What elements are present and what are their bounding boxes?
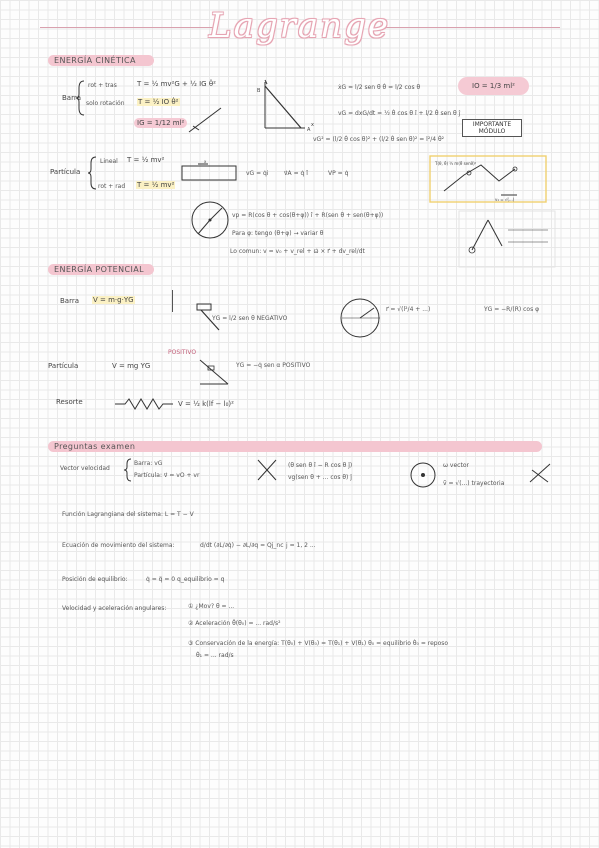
vg-y-eq: vG = dxG/dt = ½ θ̇ cos θ î + l/2 θ̇ sen θ ĵ: [338, 110, 461, 117]
pot-barra-right-eq: r⃗ = √(l²/4 + ...): [386, 306, 431, 313]
vg-x-eq: ẋG = l/2 sen θ θ̇ = l/2 cos θ: [338, 84, 421, 91]
composed-velocity-eq: vp = R(cos θ + cos(θ+φ)) î + R(sen θ + sen(θ+φ)): [232, 212, 384, 219]
va-eq: v⃗A = q̇ î: [284, 170, 308, 177]
rot-rad-eq: T = ½ mv²: [137, 181, 175, 189]
vp-eq: VP = q̇: [328, 170, 349, 177]
barra-brace: [76, 80, 86, 116]
vector-barra-v: Barra: vG: [134, 460, 163, 467]
omega-vector-label: ω vector: [443, 462, 469, 469]
equilibrio-eq: q̇ = q̈ = 0 q_equilibrio = q: [146, 576, 225, 583]
trayectoria-label: ṽ = √(...) trayectoria: [443, 480, 505, 487]
resorte-label: Resorte: [56, 398, 83, 406]
vector-velocidad-label: Vector velocidad: [60, 465, 110, 472]
rotating-fig-label-1: T(θ, θ̇) ½ m(θ̇ senθ)²: [435, 161, 477, 166]
svg-text:A: A: [307, 127, 311, 133]
resorte-eq: V = ½ k(lf − l₀)²: [178, 400, 234, 408]
page-title: Lagrange: [209, 6, 390, 46]
double-pendulum-figure: [458, 210, 556, 268]
pot-circle-figure: [338, 296, 384, 340]
vector-rotacion-note: (θ sen θ î − R cos θ ĵ): [288, 462, 353, 469]
pot-barra-eq: V = m·g·YG: [93, 296, 134, 304]
barra-rot-tras-eq: T = ½ mv²G + ½ IG θ̇²: [137, 80, 216, 88]
cinematica-note: Para φ: tengo (θ+φ) → variar θ: [232, 230, 324, 237]
pot-barra-divider: [172, 290, 173, 312]
angular-step-3: ③ Conservación de la energía: T(θ₀) + V(θ₀) = T(θ₁) + V(θ₁) θ₀ = equilibrio θ̇₀ = reposo: [188, 640, 449, 647]
particula-brace: [88, 156, 98, 190]
vector-dir-note: vg(sen θ + ... cos θ) ĵ: [288, 474, 352, 481]
svg-text:x: x: [311, 122, 314, 128]
svg-text:x: x: [204, 160, 207, 164]
pot-particula-sign: POSITIVO: [168, 349, 197, 356]
pot-particula-label: Partícula: [48, 362, 79, 370]
barra-ig-bubble: IG = 1/12 ml²: [134, 118, 187, 128]
pot-particula-eq: V = mg YG: [112, 362, 151, 370]
importante-text: IMPORTANTE MÓDULO: [472, 121, 512, 135]
pot-barra-label: Barra: [60, 297, 80, 305]
triangle-figure: [255, 76, 321, 136]
rotating-system-figure: [429, 155, 547, 203]
circle-pendulum-figure: [188, 198, 232, 244]
vg-sq-eq: vG² = (l/2 θ̇ cos θ)² + (l/2 θ̇ sen θ)² = l²/4 θ̇²: [313, 136, 445, 143]
lineal-label: Lineal: [100, 158, 118, 165]
angular-label: Velocidad y aceleración angulares:: [62, 605, 167, 612]
barra-solo-rot-eq: T = ½ IO θ̇²: [138, 98, 179, 106]
rot-rad-label: rot + rad: [98, 183, 126, 190]
section-questions-header: Preguntas examen: [48, 441, 542, 452]
vg-eq: vG = q̇i: [246, 170, 269, 177]
vector-velocidad-brace: [124, 458, 132, 482]
omega-vector-figure: [408, 460, 438, 490]
angular-step-2: ② Aceleración θ̈(θ₀) = ... rad/s²: [188, 620, 281, 627]
equilibrio-label: Posición de equilibrio:: [62, 576, 128, 583]
otra-forma-eq: Lo comun: v = v₀ + v_rel + ω⃗ × r⃗ + dv_rel/dt: [230, 248, 365, 255]
spring-icon: [115, 398, 173, 410]
rotating-fig-label-2: v₁ = √(...): [495, 197, 515, 202]
pot-particula-yg: YG = −q̇ sen α POSITIVO: [236, 362, 311, 369]
trayectoria-arrow-icon: [528, 462, 552, 484]
lineal-eq: T = ½ mv²: [127, 156, 165, 164]
movimiento-label: Ecuación de movimiento del sistema:: [62, 542, 175, 549]
barra-rot-tras-label: rot + tras: [88, 82, 117, 89]
particula-label: Partícula: [50, 168, 81, 176]
lagrangiana-line: Función Lagrangiana del sistema: L = T − V: [62, 511, 194, 518]
movimiento-eq: d/dt (∂L/∂q̇) − ∂L/∂q = Qj_nc: [200, 542, 284, 549]
barra-label: Barra: [62, 94, 82, 102]
section-kinetic-header: ENERGÍA CINÉTICA: [48, 55, 154, 66]
io-bubble: IO = 1/3 ml²: [458, 77, 529, 95]
svg-text:B: B: [257, 88, 261, 94]
importante-box: [462, 119, 522, 137]
block-figure: [178, 160, 240, 186]
pot-incline-figure: [198, 358, 232, 388]
pot-barra-yg: YG = l/2 sen θ NEGATIVO: [212, 315, 288, 322]
barra-solo-rot-label: solo rotación: [86, 100, 125, 107]
barra-incline-figure: [185, 102, 225, 136]
vector-particula-v: Partícula: v⃗ = vO + vr: [134, 472, 200, 479]
cross-figure: [256, 458, 278, 482]
movimiento-after: j = 1, 2 ...: [286, 542, 316, 549]
pot-barra-yg2: YG = −R/(R) cos φ: [484, 306, 540, 313]
section-potential-header: ENERGÍA POTENCIAL: [48, 264, 154, 275]
angular-step-1: ① ¿Mov? θ = ...: [188, 603, 235, 610]
angular-step-3b: θ̇₁ = ... rad/s: [196, 652, 234, 659]
